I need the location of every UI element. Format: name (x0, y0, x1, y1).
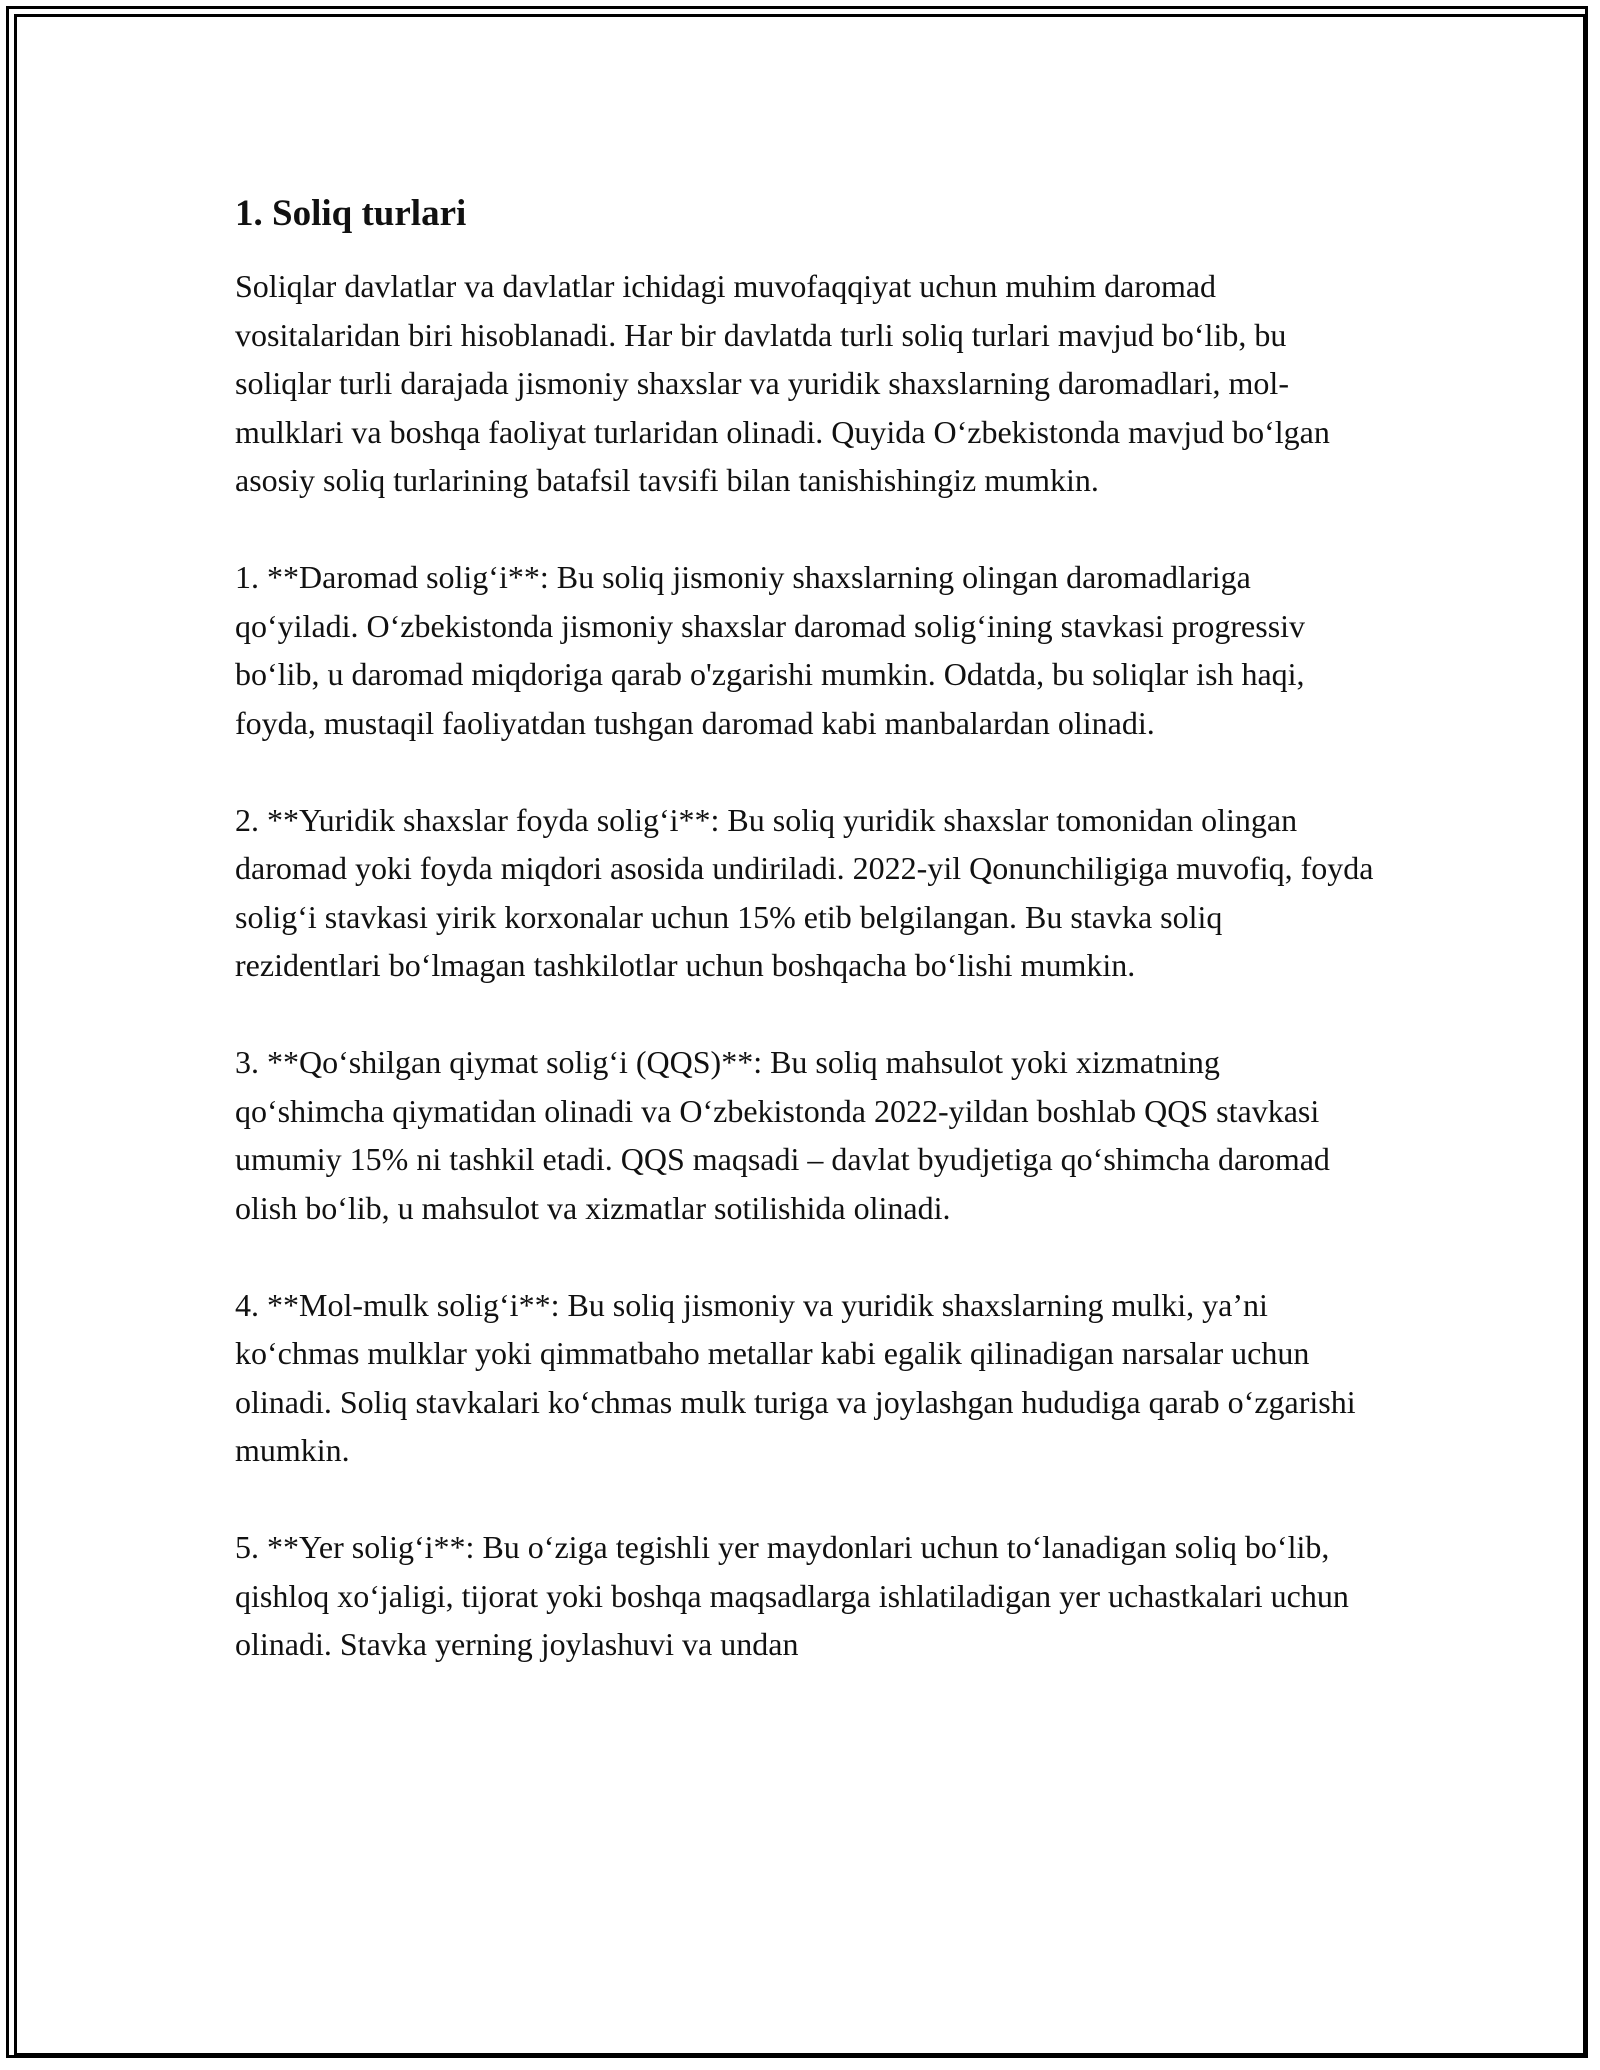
income-tax-paragraph: 1. **Daromad solig‘i**: Bu soliq jismoniy shaxslarning olingan daromadlariga qo‘yiladi. O‘zbekistonda jismoniy shaxslar daromad solig‘ining stavkasi progressiv bo‘lib, u daromad miqdoriga qarab o'zgarishi mumkin. Odatda, bu soliqlar ish haqi, foyda, mustaqil faoliyatdan tushgan daromad kabi manbalardan olinadi. (235, 559, 1306, 741)
document-body (235, 186, 1375, 1717)
land-tax-paragraph: 5. **Yer solig‘i**: Bu o‘ziga tegishli yer maydonlari uchun to‘lanadigan soliq bo‘lib, qishloq xo‘jaligi, tijorat yoki boshqa maqsadlarga ishlatiladigan yer uchastkalari uchun olinadi. Stavka yerning joylashuvi va undan (235, 1529, 1349, 1662)
corporate-profit-tax-paragraph: 2. **Yuridik shaxslar foyda solig‘i**: Bu soliq yuridik shaxslar tomonidan olingan daromad yoki foyda miqdori asosida undiriladi. 2022-yil Qonunchiligiga muvofiq, foyda solig‘i stavkasi yirik korxonalar uchun 15% etib belgilangan. Bu stavka soliq rezidentlari bo‘lmagan tashkilotlar uchun boshqacha bo‘lishi mumkin. (235, 801, 1374, 983)
section-heading: 1. Soliq turlari (235, 193, 467, 234)
property-tax-paragraph: 4. **Mol-mulk solig‘i**: Bu soliq jismoniy va yuridik shaxslarning mulki, ya’ni ko‘chmas mulklar yoki qimmatbaho metallar kabi egalik qilinadigan narsalar uchun olinadi. Soliq stavkalari ko‘chmas mulk turiga va joylashgan hududiga qarab o‘zgarishi mumkin. (235, 1286, 1356, 1468)
vat-paragraph: 3. **Qo‘shilgan qiymat solig‘i (QQS)**: Bu soliq mahsulot yoki xizmatning qo‘shimcha qiymatidan olinadi va O‘zbekistonda 2022-yildan boshlab QQS stavkasi umumiy 15% ni tashkil etadi. QQS maqsadi – davlat byudjetiga qo‘shimcha daromad olish bo‘lib, u mahsulot va xizmatlar sotilishida olinadi. (235, 1044, 1330, 1226)
intro-paragraph: Soliqlar davlatlar va davlatlar ichidagi muvofaqqiyat uchun muhim daromad vositalaridan biri hisoblanadi. Har bir davlatda turli soliq turlari mavjud bo‘lib, bu soliqlar turli darajada jismoniy shaxslar va yuridik shaxslarning daromadlari, mol-mulklari va boshqa faoliyat turlaridan olinadi. Quyida O‘zbekistonda mavjud bo‘lgan asosiy soliq turlarining batafsil tavsifi bilan tanishishingiz mumkin. (235, 268, 1330, 498)
